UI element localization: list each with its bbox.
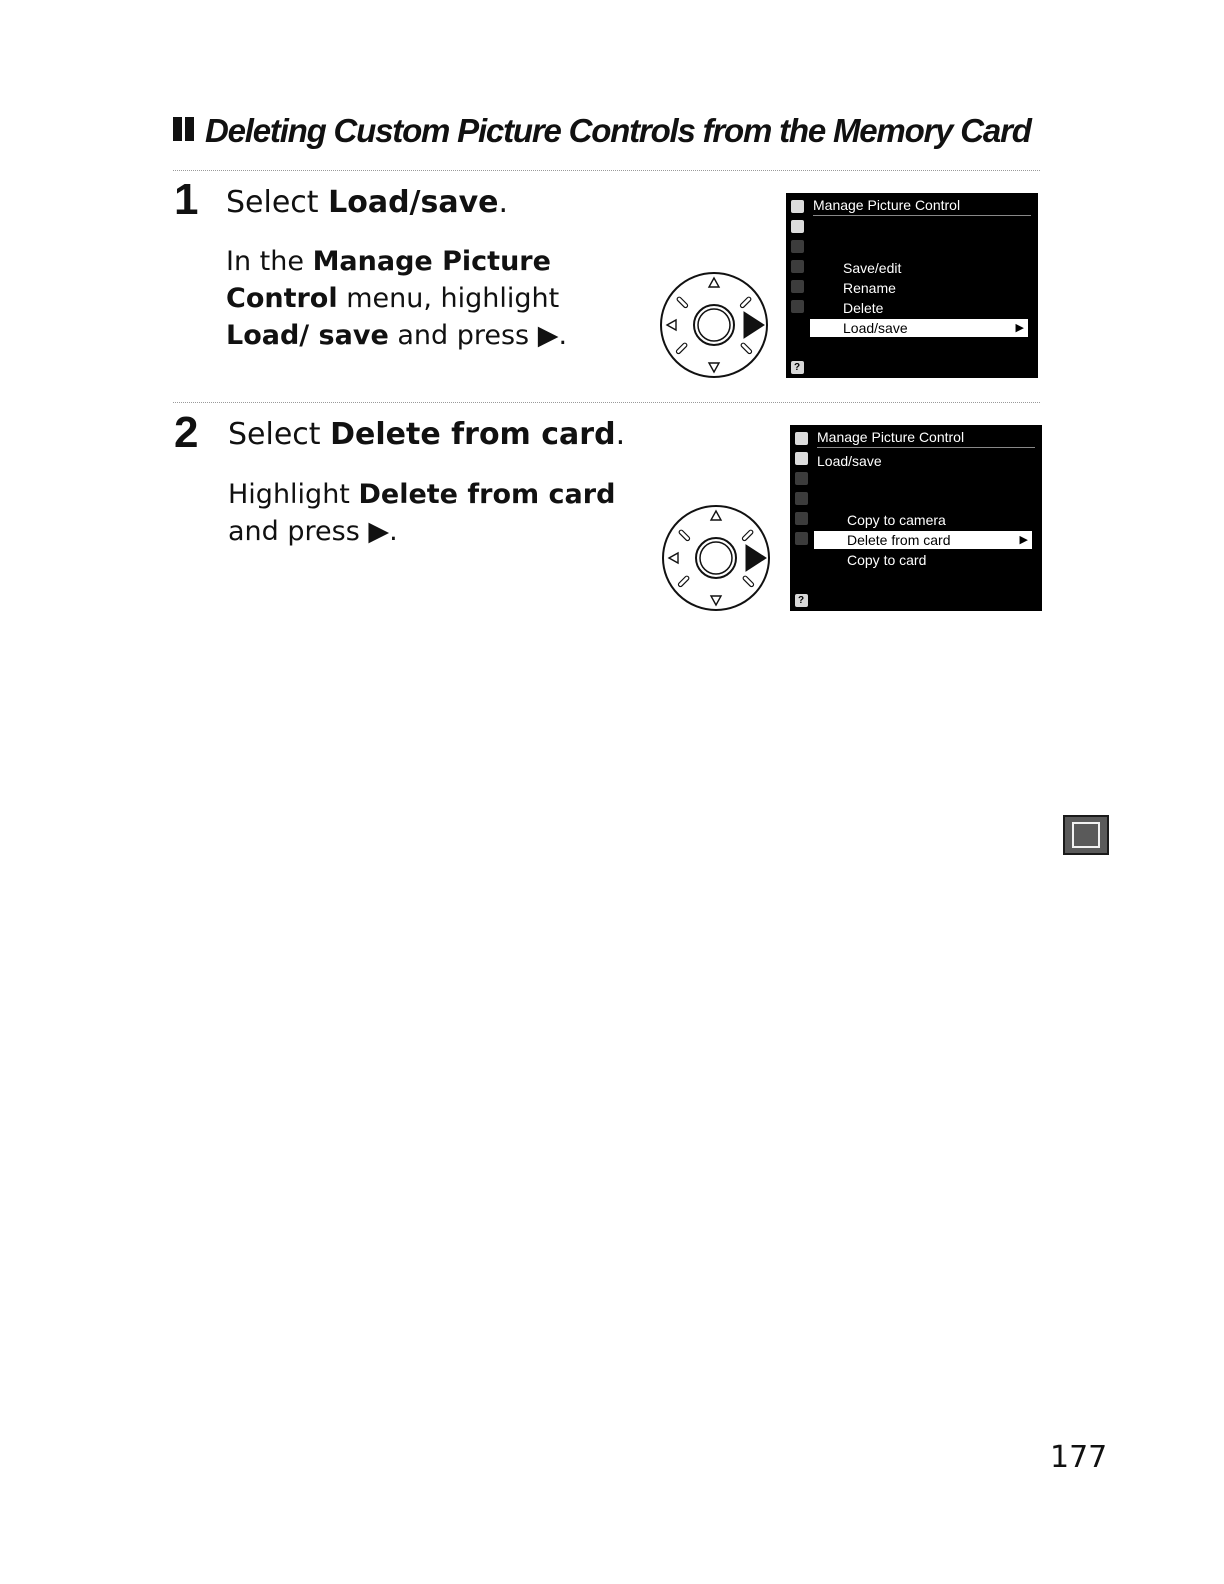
retouch-icon xyxy=(791,280,804,293)
step-2-heading: Select Delete from card. xyxy=(228,417,626,452)
camera-menu-screen-2 xyxy=(790,425,1042,611)
arrow-right-icon: ▶ xyxy=(1015,322,1024,334)
menu-item-save-edit[interactable]: Save/edit xyxy=(843,260,902,276)
step-2-number: 2 xyxy=(174,408,199,457)
menu-item-copy-to-card[interactable]: Copy to card xyxy=(847,552,927,568)
multi-selector-dial-icon xyxy=(658,501,776,615)
menu-item-load-save[interactable] xyxy=(810,319,1028,337)
section-marker-icon xyxy=(173,111,197,149)
section-title xyxy=(173,112,1031,150)
menu-item-copy-to-camera[interactable]: Copy to camera xyxy=(847,512,946,528)
section-title-text: Deleting Custom Picture Controls from the Memory Card xyxy=(205,112,1031,149)
wrench-icon xyxy=(795,492,808,505)
pencil-icon xyxy=(791,240,804,253)
multi-selector-dial-icon xyxy=(656,268,774,382)
section-divider xyxy=(173,170,1040,171)
screen-title: Manage Picture Control xyxy=(817,429,1035,448)
pencil-icon xyxy=(795,472,808,485)
menu-item-delete[interactable]: Delete xyxy=(843,300,884,316)
menu-item-label: Delete from card xyxy=(847,532,951,548)
step-2-instructions: Highlight Delete from card and press ▶. xyxy=(228,479,616,547)
playback-menu-icon xyxy=(791,200,804,213)
screen-title: Manage Picture Control xyxy=(813,197,1031,216)
menu-item-delete-from-card[interactable] xyxy=(814,531,1032,549)
menu-tabs-sidebar xyxy=(790,425,812,611)
camera-menu-screen-1 xyxy=(786,193,1038,378)
camera-icon xyxy=(791,220,804,233)
help-icon: ? xyxy=(791,361,804,374)
menu-item-rename[interactable]: Rename xyxy=(843,280,896,296)
menu-tabs-sidebar xyxy=(786,193,808,378)
arrow-right-icon: ▶ xyxy=(1019,534,1028,546)
picture-control-icon xyxy=(1063,815,1109,855)
wrench-icon xyxy=(791,260,804,273)
step-1-number: 1 xyxy=(174,175,199,224)
menu-item-label: Load/save xyxy=(843,320,908,336)
help-icon: ? xyxy=(795,594,808,607)
page-number: 177 xyxy=(1050,1440,1108,1475)
playback-menu-icon xyxy=(795,432,808,445)
recent-settings-icon xyxy=(795,532,808,545)
screen-subtitle: Load/save xyxy=(817,453,882,469)
step-divider xyxy=(173,402,1040,403)
retouch-icon xyxy=(795,512,808,525)
recent-settings-icon xyxy=(791,300,804,313)
step-1-instructions: In the Manage Picture Control menu, highlight Load/ save and press ▶. xyxy=(226,246,568,351)
step-1-heading: Select Load/save. xyxy=(226,185,509,220)
camera-icon xyxy=(795,452,808,465)
